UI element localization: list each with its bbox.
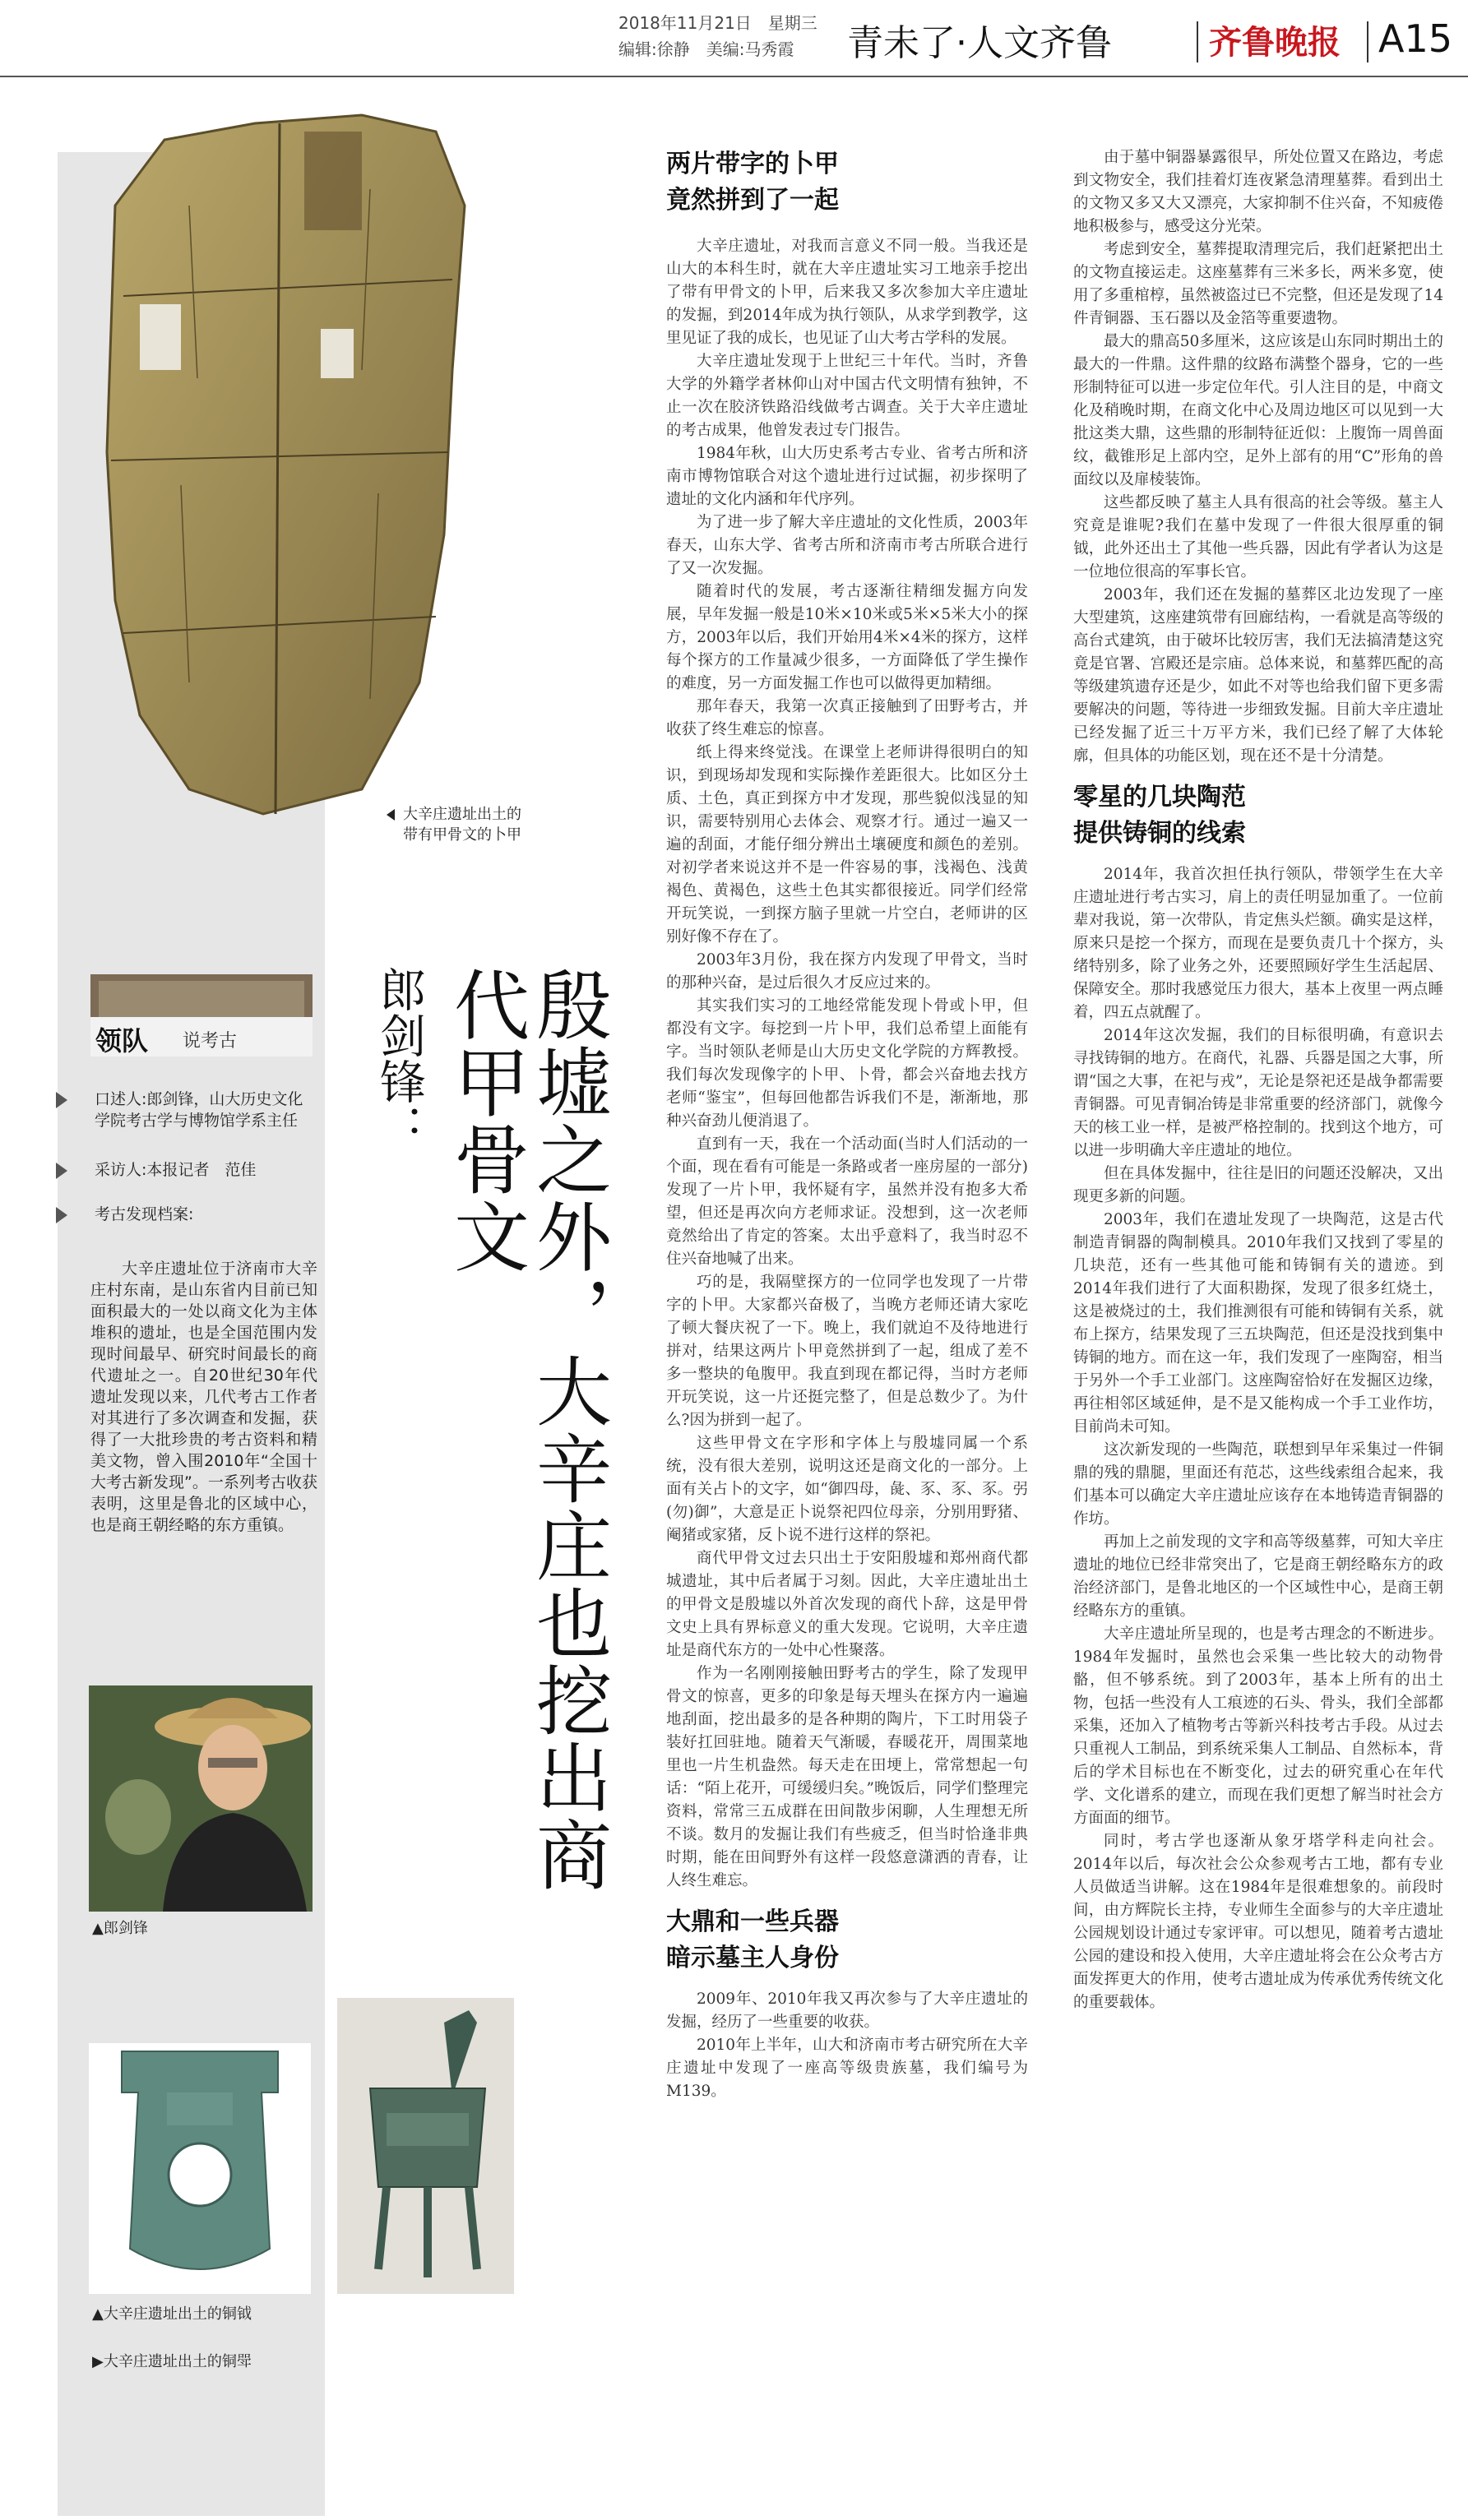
sec1-title-line1: 两片带字的卜甲: [666, 150, 839, 178]
header-divider-2: [1367, 21, 1368, 62]
bronze-yue-caption: ▲大辛庄遗址出土的铜钺: [92, 2305, 252, 2323]
paragraph: 商代甲骨文过去只出土于安阳殷墟和郑州商代都城遗址，其中后者属于习刻。因此，大辛庄遗址出土的甲骨文是殷墟以外首次发现的商代卜辞，这是甲骨文史上具有界标意义的重大发现。它说明，大辛庄遗址是商代东方的一处中心性聚落。: [666, 1550, 1028, 1659]
paragraph: 巧的是，我隔壁探方的一位同学也发现了一片带字的卜甲。大家都兴奋极了，当晚方老师还请大家吃了顿大餐庆祝了一下。晚上，我们就迫不及待地进行拼对，结果这两片卜甲竟然拼到了一起，组成了差不多一整块的龟腹甲。我直到现在都记得，当时方老师开玩笑说，这一片还挺完整了，但是总数少了。为什么?因为拼到一起了。: [666, 1274, 1028, 1429]
paragraph: 那年春天，我第一次真正接触到了田野考古，并收获了终生难忘的惊喜。: [666, 698, 1028, 738]
interviewer-line: 采访人:本报记者 范佳: [95, 1161, 257, 1179]
bronze-yue-photo: [89, 2043, 311, 2294]
portrait-photo: [89, 1685, 313, 1912]
paragraph: 这些都反映了墓主人具有很高的社会等级。墓主人究竟是谁呢?我们在墓中发现了一件很大很厚重的铜钺，此外还出土了其他一些兵器，因此有学者认为这是一位地位很高的军事长官。: [1073, 494, 1443, 580]
header-rule: [0, 76, 1468, 77]
paragraph: 作为一名刚刚接触田野考古的学生，除了发现甲骨文的惊喜，更多的印象是每天埋头在探方内一遍遍地刮面，挖出最多的是各种期的陶片，下工时用袋子装好扛回驻地。随着天气渐暖，春暖花开，周围菜地里也一片生机盎然。每天走在田埂上，常常想起一句话：“陌上花开，可缓缓归矣。”晚饭后，同学们整理完资料，常常三五成群在田间散步闲聊，人生理想无所不谈。数月的发掘让我们有些疲乏，但当时恰逢非典时期，能在田间野外有这样一段悠意潇洒的青春，让人终生难忘。: [666, 1665, 1028, 1889]
sec2-title-line1: 大鼎和一些兵器: [666, 1907, 839, 1936]
bronze-jia-caption: ▶大辛庄遗址出土的铜斝: [92, 2353, 252, 2370]
paragraph: 1984年秋，山大历史系考古专业、省考古所和济南市博物馆联合对这个遗址进行过试掘，初步探明了遗址的文化内涵和年代序列。: [666, 445, 1028, 508]
paragraph: 考虑到安全，墓葬提取清理完后，我们赶紧把出土的文物直接运走。这座墓葬有三米多长，两米多宽，使用了多重棺椁，虽然被盗过已不完整，但还是发现了14件青铜器、玉石器以及金箔等重要遗物。: [1073, 241, 1443, 327]
paragraph: 同时，考古学也逐渐从象牙塔学科走向社会。2014年以后，每次社会公众参观考古工地，都有专业人员做适当讲解。这在1984年是很难想象的。前段时间，由方辉院长主持，专业师生全面参与的大辛庄遗址公园规划设计通过专家评审。可以想见，随着考古遗址公园的建设和投入使用，大辛庄遗址将会在公众考古方面发挥更大的作用，使考古遗址成为传承优秀传统文化的重要载体。: [1073, 1833, 1443, 2011]
column-logo-sub: 说考古: [183, 1031, 238, 1052]
article-column-1: [567, 146, 1036, 2103]
archive-text: 大辛庄遗址位于济南市大辛庄村东南，是山东省内目前已知面积最大的一处以商文化为主体堆积的遗址，也是全国范围内发现时间最早、研究时间最长的商代遗址之一。自20世纪30年代遗址发现以来，几代考古工作者对其进行了多次调查和发掘，获得了一大批珍贵的考古资料和精美文物，曾入围2010年“全国十大考古新发现”。一系列考古收获表明，这里是鲁北的区域中心，也是商王朝经略的东方重镇。: [90, 1260, 317, 1534]
caption-arrow-icon: [387, 806, 398, 822]
paragraph: 大辛庄遗址发现于上世纪三十年代。当时，齐鲁大学的外籍学者林仰山对中国古代文明情有独钟，不止一次在胶济铁路沿线做考古调查。关于大辛庄遗址的考古成果，他曾发表过专门报告。: [666, 353, 1028, 439]
paragraph: 为了进一步了解大辛庄遗址的文化性质，2003年春天，山东大学、省考古所和济南市考古所联合进行了又一次发掘。: [666, 514, 1028, 577]
narrator-arrow-icon: [56, 1092, 67, 1112]
paragraph: 这次新发现的一些陶范，联想到早年采集过一件铜鼎的残的鼎腿，里面还有范芯，这些线索组合起来，我们基本可以确定大辛庄遗址应该存在本地铸造青铜器的作坊。: [1073, 1441, 1443, 1528]
header-date: 2018年11月21日 星期三: [618, 13, 817, 33]
paragraph: 这些甲骨文在字形和字体上与殷墟同属一个系统，没有很大差别，说明这还是商文化的一部分。上面有关占卜的文字，如“御四母，彘、豕、豕、豕。弜(勿)御”，大意是正卜说祭祀四位母亲，分别用野猪、阉猪或家猪，反卜说不进行这样的祭祀。: [666, 1435, 1028, 1544]
paragraph: 2003年，我们还在发掘的墓葬区北边发现了一座大型建筑，这座建筑带有回廊结构，一看就是高等级的高台式建筑，由于破坏比较厉害，我们无法搞清楚这究竟是官署、宫殿还是宗庙。总体来说，和墓葬匹配的高等级建筑遗存还是少，如此不对等也给我们留下更多需要解决的问题，等待进一步细致发掘。目前大辛庄遗址已经发掘了近三十万平方米，我们已经了解了大体轮廓，但具体的功能区划，现在还不是十分清楚。: [1073, 586, 1443, 765]
sec2-body-cont: [1073, 146, 1443, 768]
paragraph: 2014年，我首次担任执行领队，带领学生在大辛庄遗址进行考古实习，肩上的责任明显加重了。一位前辈对我说，第一次带队，肯定焦头烂额。确实是这样，原来只是挖一个探方，而现在是要负责几十个探方，头绪特别多，除了业务之外，还要照顾好学生生活起居、保障安全。那时我感觉压力很大，基本上夜里一两点睡着，四五点就醒了。: [1073, 866, 1443, 1021]
header-editors: 编辑:徐静 美编:马秀霞: [618, 39, 794, 59]
paragraph: 纸上得来终觉浅。在课堂上老师讲得很明白的知识，到现场却发现和实际操作差距很大。比如区分土质、土色，真正到探方中才发现，那些貌似浅显的知识，需要特别用心去体会、观察才行。通过一遍又一遍的刮面，才能仔细分辨出土壤硬度和颜色的差别。对初学者来说这并不是一件容易的事，浅褐色、浅黄褐色、黄褐色，这些土色其实都很接近。同学们经常开玩笑说，一到探方脑子里就一片空白，老师讲的区别好像不存在了。: [666, 744, 1028, 946]
sec1-body: [666, 235, 1028, 1893]
column-logo-photo: [99, 981, 304, 1018]
page-number: A15: [1378, 16, 1453, 61]
sec1-title-line2: 竟然拼到了一起: [666, 186, 839, 215]
portrait-image: [89, 1685, 313, 1912]
paragraph: 直到有一天，我在一个活动面(当时人们活动的一个面，现在看有可能是一条路或者一座房屋的一部分)发现了一片卜甲，我怀疑有字，虽然并没有抱多大希望，但还是再次向方老师求证。没想到，这一次老师竟然给出了肯定的答案。太出乎意料了，我当时忍不住兴奋地喊了出来。: [666, 1135, 1028, 1268]
section-title: 青未了·人文齐鲁: [847, 22, 1112, 64]
paragraph: 但在具体发掘中，往往是旧的问题还没解决，又出现更多新的问题。: [1073, 1165, 1443, 1205]
sec3-title-line1: 零星的几块陶范: [1073, 783, 1246, 811]
sec3-title-line2: 提供铸铜的线索: [1073, 819, 1246, 848]
paragraph: 其实我们实习的工地经常能发现卜骨或卜甲，但都没有文字。每挖到一片卜甲，我们总希望上面能有字。当时领队老师是山大历史文化学院的方辉教授。我们每次发现像字的卜甲、卜骨，都会兴奋地去找方老师“鉴宝”，但每回他都告诉我们不是，渐渐地，那种兴奋劲儿便消退了。: [666, 997, 1028, 1130]
column-logo: [90, 974, 313, 1057]
headline-title: 殷墟之外，大辛庄也挖出商代甲骨文: [442, 966, 612, 1893]
paragraph: 2010年上半年，山大和济南市考古研究所在大辛庄遗址中发现了一座高等级贵族墓，我们编号为M139。: [666, 2037, 1028, 2100]
sec2-title-line2: 暗示墓主人身份: [666, 1944, 839, 1972]
paragraph: 2003年，我们在遗址发现了一块陶范，这是古代制造青铜器的陶制模具。2010年我们又找到了零星的几块范，还有一些其他可能和铸铜有关的遗迹。到2014年我们进行了大面积勘探，发现了很多红烧土，这是被烧过的土，我们推测很有可能和铸铜有关系，就布上探方，结果发现了三五块陶范，但还是没找到集中铸铜的地方。而在这一年，我们发现了一座陶窑，相当于另外一个手工业部门。这座陶窑恰好在发掘区边缘，再往相邻区域延伸，是不是又能构成一个手工业作坊，目前尚未可知。: [1073, 1211, 1443, 1436]
archive-label: 考古发现档案:: [95, 1205, 194, 1223]
brand-logo: 齐鲁晚报: [1209, 23, 1341, 62]
header-divider: [1197, 21, 1198, 62]
sec3-body: [1073, 863, 1443, 2014]
bronze-jia-photo: [337, 1998, 514, 2294]
article-column-2: [1073, 146, 1447, 2014]
column-logo-main: 领队: [95, 1025, 149, 1057]
headline-author: 郎剑锋：: [373, 966, 426, 1150]
paragraph: 2014年这次发掘，我们的目标很明确，有意识去寻找铸铜的地方。在商代，礼器、兵器是国之大事，所谓“国之大事，在祀与戎”，无论是祭祀还是战争都需要青铜器。可见青铜冶铸是非常重要的经济部门，就像今天的核工业一样，是被严格控制的。找到这个地方，可以进一步明确大辛庄遗址的地位。: [1073, 1027, 1443, 1159]
paragraph: 2003年3月份，我在探方内发现了甲骨文，当时的那种兴奋，是过后很久才反应过来的。: [666, 951, 1028, 992]
paragraph: 由于墓中铜器暴露很早，所处位置又在路边，考虑到文物安全，我们挂着灯连夜紧急清理墓葬。看到出土的文物又多又大又漂亮，大家抑制不住兴奋，不知疲倦地积极参与，感受这分光荣。: [1073, 149, 1443, 235]
bronze-jia-image: [337, 1998, 514, 2294]
paragraph: 2009年、2010年我又再次参与了大辛庄遗址的发掘，经历了一些重要的收获。: [666, 1991, 1028, 2031]
plastron-caption: 大辛庄遗址出土的带有甲骨文的卜甲: [403, 806, 521, 844]
paragraph: 最大的鼎高50多厘米，这应该是山东同时期出土的最大的一件鼎。这件鼎的纹路布满整个器身，它的一些形制特征可以进一步定位年代。引人注目的是，中商文化及稍晚时期，在商文化中心及周边地区可以见到一大批这类大鼎，这些鼎的形制特征近似：上腹饰一周兽面纹，截锥形足上部内空，足外上部有的用“C”形角的兽面纹以及扉棱装饰。: [1073, 333, 1443, 488]
bronze-yue-image: [89, 2043, 311, 2294]
paragraph: 随着时代的发展，考古逐渐往精细发掘方向发展，早年发掘一般是10米×10米或5米×5米大小的探方，2003年以后，我们开始用4米×4米的探方，这样每个探方的工作量减少很多，一方面降低了学生操作的难度，另一方面发掘工作也可以做得更加精细。: [666, 583, 1028, 692]
plastron-image: [90, 107, 469, 822]
paragraph: 大辛庄遗址所呈现的，也是考古理念的不断进步。1984年发掘时，虽然也会采集一些比较大的动物骨骼，但不够系统。到了2003年，基本上所有的出土物，包括一些没有人工痕迹的石头、骨头，我们全部都采集，还加入了植物考古等新兴科技考古手段。从过去只重视人工制品，到系统采集人工制品、自然标本，背后的学术目标也在不断变化，过去的研究重心在年代学、文化谱系的建立，而现在我们更想了解当时社会方方面面的细节。: [1073, 1625, 1443, 1827]
plastron-photo: [90, 107, 469, 822]
paragraph: 大辛庄遗址，对我而言意义不同一般。当我还是山大的本科生时，就在大辛庄遗址实习工地亲手挖出了带有甲骨文的卜甲，后来我又多次参加大辛庄遗址的发掘，到2014年成为执行领队，从求学到教学，这里见证了我的成长，也见证了山大考古学科的发展。: [666, 238, 1028, 347]
paragraph: 再加上之前发现的文字和高等级墓葬，可知大辛庄遗址的地位已经非常突出了，它是商王朝经略东方的政治经济部门，是鲁北地区的一个区域性中心，是商王朝经略东方的重镇。: [1073, 1533, 1443, 1620]
narrator-line: 口述人:郎剑锋，山大历史文化学院考古学与博物馆学系主任: [95, 1090, 303, 1130]
interviewer-arrow-icon: [56, 1163, 67, 1182]
archive-arrow-icon: [56, 1207, 67, 1227]
portrait-caption: ▲郎剑锋: [92, 1920, 148, 1937]
sec2-body-start: [666, 1988, 1028, 2103]
